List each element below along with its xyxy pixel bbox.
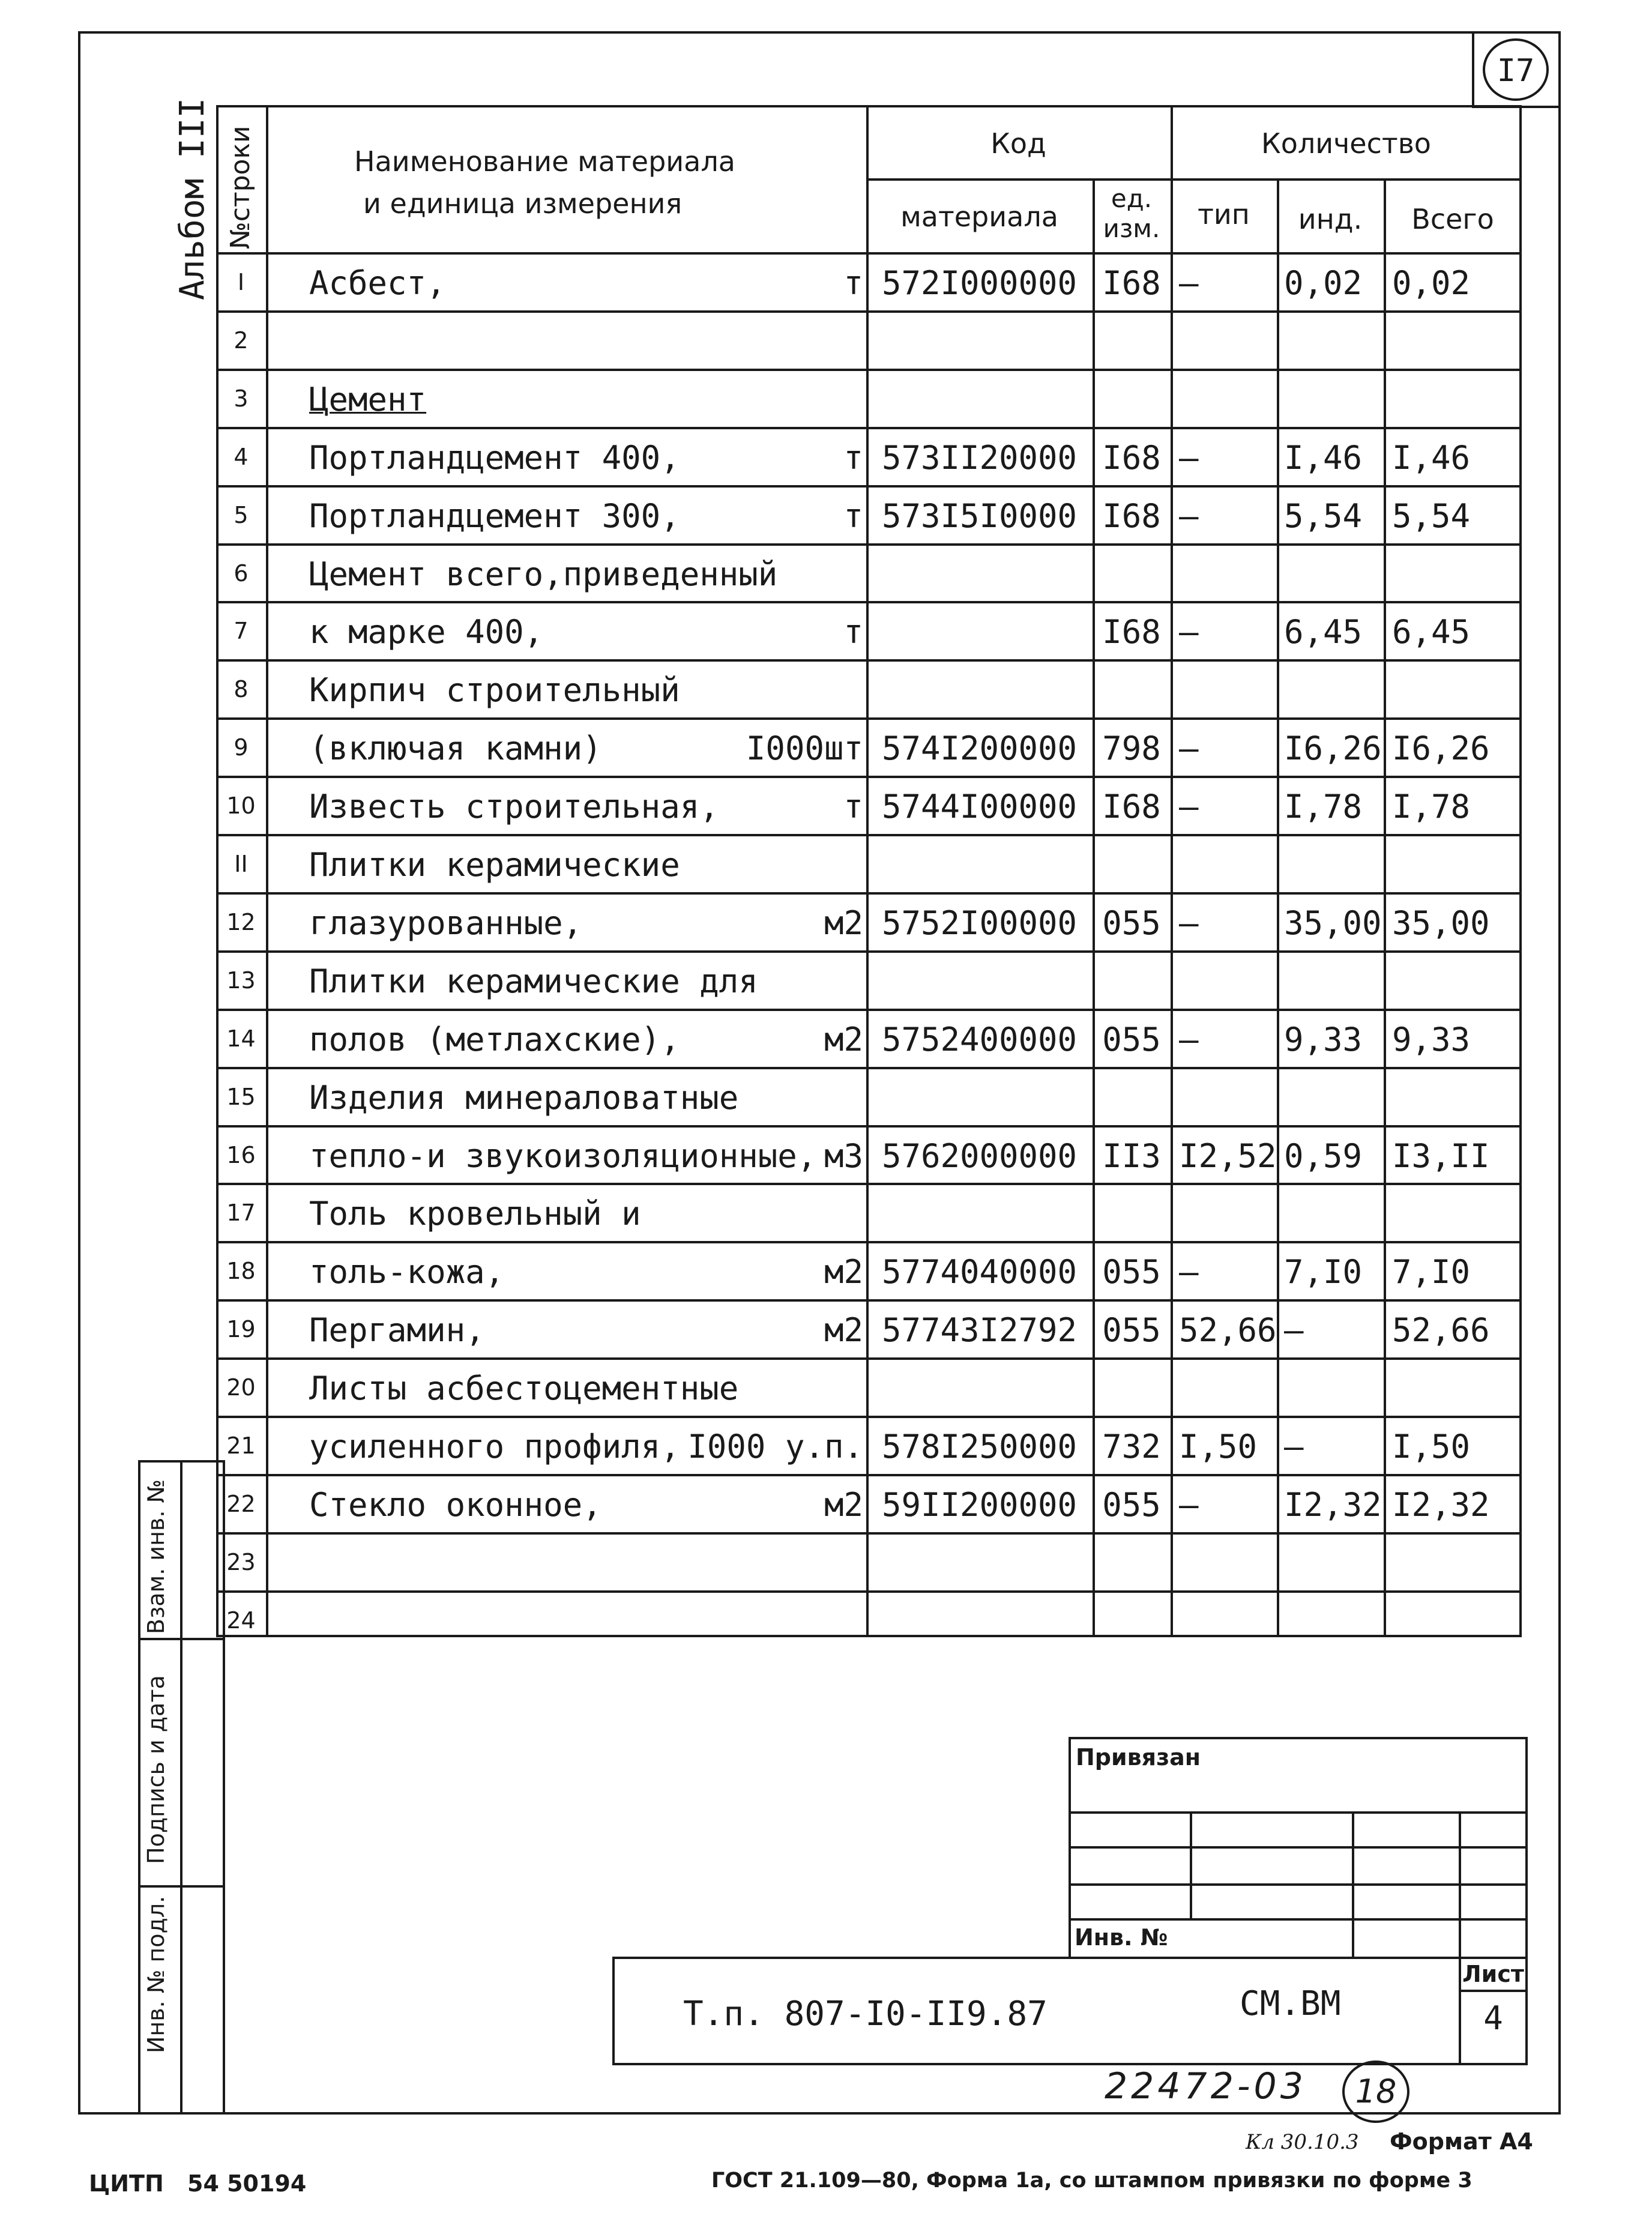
qty-type: I,50 (1179, 1428, 1258, 1466)
side-stamp-inner-line (180, 1460, 182, 2115)
header-type: тип (1198, 198, 1250, 231)
material-unit: м2 (824, 1311, 863, 1349)
material-code: 5752I00000 (881, 904, 1078, 942)
row-divider (216, 1009, 1522, 1011)
row-number: 20 (226, 1374, 256, 1401)
unit-code: 732 (1102, 1428, 1161, 1466)
qty-type: 52,66 (1179, 1311, 1277, 1349)
qty-ind: – (1284, 1311, 1304, 1349)
material-name: Кирпич строительный (309, 671, 680, 709)
qty-ind: 0,02 (1284, 264, 1363, 302)
qty-type: – (1179, 788, 1199, 826)
row-divider (216, 601, 1522, 603)
material-name: к марке 400, (309, 613, 544, 651)
row-divider (216, 834, 1522, 836)
material-unit: I000шт (746, 729, 863, 767)
material-name: Плитки керамические (309, 846, 680, 884)
material-name: Портландцемент 400, (309, 439, 680, 477)
material-unit: т (843, 264, 863, 302)
designation-code: Т.п. 807-I0-II9.87 (683, 1994, 1048, 2033)
unit-code: 055 (1102, 1311, 1161, 1349)
material-code: 5762000000 (881, 1137, 1078, 1175)
album-label: Альбом III (173, 97, 212, 300)
material-unit: м3 (824, 1137, 863, 1175)
row-divider (216, 659, 1522, 662)
qty-ind: I6,26 (1284, 729, 1382, 767)
unit-code: I68 (1102, 264, 1161, 302)
row-divider (216, 892, 1522, 895)
unit-code: 798 (1102, 729, 1161, 767)
material-unit: м2 (824, 1021, 863, 1058)
material-name: Пергамин, (309, 1311, 485, 1349)
material-code: 59II200000 (881, 1486, 1078, 1524)
material-name: Цемент всего,приведенный (309, 555, 778, 593)
material-name: Портландцемент 300, (309, 497, 680, 535)
row-number: 21 (226, 1432, 256, 1459)
row-divider (216, 427, 1522, 429)
unit-code: 055 (1102, 904, 1161, 942)
unit-code: II3 (1102, 1137, 1161, 1175)
col-line-type (1277, 178, 1279, 1637)
qty-total: 52,66 (1392, 1311, 1490, 1349)
privyazan-col-3 (1459, 1811, 1461, 1959)
material-unit: I000 у.п. (687, 1428, 863, 1466)
side-stamp-divider-1 (138, 1638, 225, 1640)
row-number: 24 (226, 1607, 256, 1634)
material-code: 5744I00000 (881, 788, 1078, 826)
qty-type: – (1179, 1021, 1199, 1058)
material-name: Плитки керамические для (309, 962, 758, 1000)
row-number: II (234, 851, 248, 877)
qty-ind: I,78 (1284, 788, 1363, 826)
qty-type: – (1179, 613, 1199, 651)
material-unit: м2 (824, 1253, 863, 1291)
row-number: 19 (226, 1316, 256, 1342)
qty-total: 9,33 (1392, 1021, 1471, 1058)
qty-total: I6,26 (1392, 729, 1490, 767)
material-code: 57743I2792 (881, 1311, 1078, 1349)
footer-gost: ГОСТ 21.109—80, Форма 1а, со штампом привязки по форме 3 (711, 2169, 1473, 2193)
header-material: материала (900, 201, 1058, 233)
side-stamp-podpis: Подпись и дата (143, 1675, 169, 1864)
material-code: 572I000000 (881, 264, 1078, 302)
row-number: 23 (226, 1549, 256, 1575)
qty-type: – (1179, 1253, 1199, 1291)
material-name: Цемент (309, 381, 427, 418)
row-divider (216, 1183, 1522, 1185)
row-divider (216, 1299, 1522, 1302)
qty-total: I,46 (1392, 439, 1471, 477)
designation-mark: СМ.ВМ (1240, 1984, 1341, 2023)
qty-total: I3,II (1392, 1137, 1490, 1175)
material-code: 573I5I0000 (881, 497, 1078, 535)
sheet-label-line (1459, 1990, 1528, 1992)
material-unit: м2 (824, 904, 863, 942)
header-row-no: №строки (225, 125, 256, 249)
qty-total: 7,I0 (1392, 1253, 1471, 1291)
row-number: 13 (226, 967, 256, 994)
material-name: (включая камни) (309, 729, 602, 767)
row-number: 7 (234, 618, 249, 644)
header-ind: инд. (1298, 203, 1363, 235)
material-code: 573II20000 (881, 439, 1078, 477)
handwritten-number: 22472-03 (1105, 2065, 1307, 2107)
row-number: 15 (226, 1084, 256, 1110)
material-name: Известь строительная, (309, 788, 719, 826)
row-divider (216, 1416, 1522, 1418)
qty-ind: 7,I0 (1284, 1253, 1363, 1291)
qty-total: I2,32 (1392, 1486, 1490, 1524)
material-name: Стекло оконное, (309, 1486, 602, 1524)
row-divider (216, 1067, 1522, 1069)
header-total: Всего (1411, 203, 1494, 235)
handwritten-date-note: Кл 30.10.3 (1246, 2130, 1359, 2154)
qty-ind: 5,54 (1284, 497, 1363, 535)
row-divider (216, 950, 1522, 953)
row-divider (216, 369, 1522, 371)
row-divider (216, 1357, 1522, 1360)
row-divider (216, 543, 1522, 546)
header-quantity: Количество (1261, 127, 1431, 160)
row-divider (216, 1241, 1522, 1243)
material-unit: т (843, 497, 863, 535)
material-name: Листы асбестоцементные (309, 1369, 739, 1407)
row-number: 3 (234, 385, 249, 412)
row-divider (216, 1474, 1522, 1476)
material-name: Асбест, (309, 264, 446, 302)
qty-total: 5,54 (1392, 497, 1471, 535)
header-divider-upper (866, 178, 1522, 181)
qty-ind: 6,45 (1284, 613, 1363, 651)
row-number: I (237, 269, 245, 295)
material-code: 578I250000 (881, 1428, 1078, 1466)
row-divider (216, 485, 1522, 488)
sheet-badge-number: I7 (1497, 53, 1535, 89)
row-divider (216, 776, 1522, 778)
col-line-rowno (266, 105, 268, 1637)
qty-ind: – (1284, 1428, 1304, 1466)
material-name: тепло-и звукоизоляционные, (309, 1137, 817, 1175)
row-number: 6 (234, 560, 249, 587)
material-name: глазурованные, (309, 904, 583, 942)
header-code: Код (990, 127, 1046, 160)
material-unit: т (843, 613, 863, 651)
material-name: Толь кровельный и (309, 1195, 641, 1233)
row-divider (216, 1590, 1522, 1593)
qty-total: I,78 (1392, 788, 1471, 826)
qty-ind: I2,32 (1284, 1486, 1382, 1524)
qty-type: – (1179, 497, 1199, 535)
row-divider (216, 1532, 1522, 1535)
row-number: 16 (226, 1142, 256, 1168)
qty-type: – (1179, 439, 1199, 477)
qty-total: 0,02 (1392, 264, 1471, 302)
material-code: 574I200000 (881, 729, 1078, 767)
side-stamp-divider-2 (138, 1885, 225, 1888)
row-divider (216, 717, 1522, 720)
sheet-label: Лист (1462, 1961, 1524, 1987)
qty-type: – (1179, 1486, 1199, 1524)
qty-type: – (1179, 904, 1199, 942)
row-number: 18 (226, 1258, 256, 1284)
row-number: 17 (226, 1200, 256, 1226)
unit-code: I68 (1102, 613, 1161, 651)
qty-ind: 0,59 (1284, 1137, 1363, 1175)
unit-code: I68 (1102, 439, 1161, 477)
row-number: 9 (234, 734, 249, 761)
col-line-unitcode (1171, 105, 1173, 1637)
row-divider (216, 1125, 1522, 1128)
handwritten-circled-number: 18 (1355, 2072, 1397, 2110)
row-number: 10 (226, 792, 256, 819)
material-unit: т (843, 788, 863, 826)
qty-ind: 35,00 (1284, 904, 1382, 942)
unit-code: I68 (1102, 497, 1161, 535)
qty-total: 6,45 (1392, 613, 1471, 651)
row-number: 5 (234, 502, 249, 528)
row-number: 4 (234, 444, 249, 470)
qty-total: 35,00 (1392, 904, 1490, 942)
col-line-ind (1384, 178, 1386, 1637)
privyazan-col-1 (1190, 1811, 1192, 1918)
footer-format: Формат А4 (1390, 2128, 1533, 2155)
qty-type: – (1179, 264, 1199, 302)
material-code: 5774040000 (881, 1253, 1078, 1291)
material-code: 5752400000 (881, 1021, 1078, 1058)
material-name: усиленного профиля, (309, 1428, 680, 1466)
privyazan-col-2 (1352, 1811, 1354, 1959)
sheet-number: 4 (1483, 1999, 1503, 2037)
row-number: 2 (234, 327, 249, 354)
header-divider-lower (216, 252, 1522, 255)
unit-code: 055 (1102, 1486, 1161, 1524)
qty-type: I2,52 (1179, 1137, 1277, 1175)
unit-code: 055 (1102, 1021, 1161, 1058)
qty-ind: I,46 (1284, 439, 1363, 477)
row-number: 14 (226, 1025, 256, 1052)
material-name: полов (метлахские), (309, 1021, 680, 1058)
side-stamp-vzam: Взам. инв. № (143, 1479, 169, 1634)
material-unit: т (843, 439, 863, 477)
col-line-name (866, 105, 869, 1637)
header-name-line2: и единица измерения (363, 187, 683, 220)
row-divider (216, 310, 1522, 313)
inv-no-label: Инв. № (1075, 1924, 1168, 1951)
row-number: 22 (226, 1491, 256, 1517)
unit-code: I68 (1102, 788, 1161, 826)
material-name: толь-кожа, (309, 1253, 505, 1291)
footer-citp: ЦИТП (89, 2170, 164, 2197)
header-unit-line1: ед. (1111, 184, 1153, 213)
qty-ind: 9,33 (1284, 1021, 1363, 1058)
row-number: 8 (234, 676, 249, 702)
qty-total: I,50 (1392, 1428, 1471, 1466)
material-unit: м2 (824, 1486, 863, 1524)
header-unit-line2: изм. (1103, 214, 1160, 243)
footer-code: 54 50194 (187, 2170, 307, 2197)
privyazan-label: Привязан (1076, 1744, 1201, 1771)
row-number: 12 (226, 909, 256, 935)
material-name: Изделия минераловатные (309, 1079, 739, 1117)
side-stamp-inv-podl: Инв. № подл. (143, 1895, 169, 2053)
unit-code: 055 (1102, 1253, 1161, 1291)
qty-type: – (1179, 729, 1199, 767)
header-name-line1: Наименование материала (354, 145, 735, 178)
